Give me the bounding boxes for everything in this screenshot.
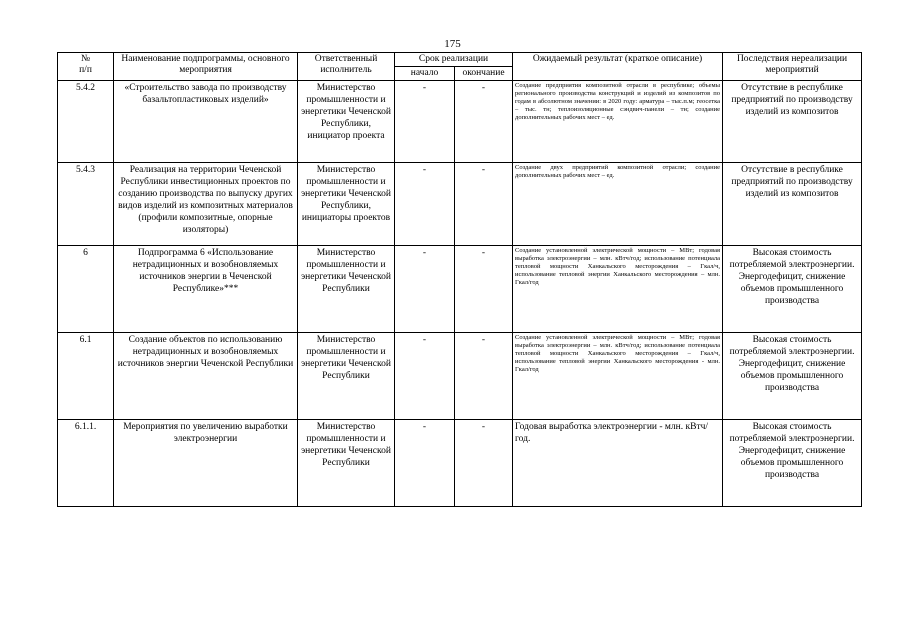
header-result: Ожидаемый результат (краткое описание) (513, 53, 723, 81)
row-consequences: Отсутствие в республике предприятий по производству изделий из композитов (723, 81, 862, 163)
table-row (58, 163, 862, 246)
program-table (57, 52, 862, 507)
row-number: 6.1.1. (58, 420, 114, 507)
row-start: - (395, 163, 455, 246)
table-row (58, 333, 862, 420)
row-start: - (395, 333, 455, 420)
row-result: Годовая выработка электроэнергии - млн. кВтч/год. (513, 420, 723, 507)
row-consequences: Отсутствие в республике предприятий по производству изделий из композитов (723, 163, 862, 246)
row-result: Создание двух предприятий композитной отрасли; создание дополнительных рабочих мест – ед. (513, 163, 723, 246)
row-name: Мероприятия по увеличению выработки электроэнергии (114, 420, 298, 507)
row-consequences: Высокая стоимость потребляемой электроэнергии. Энергодефицит, снижение объемов промышленного производства (723, 420, 862, 507)
row-start: - (395, 81, 455, 163)
row-start: - (395, 246, 455, 333)
row-responsible: Министерство промышленности и энергетики Чеченской Республики (298, 246, 395, 333)
row-number: 6.1 (58, 333, 114, 420)
row-consequences: Высокая стоимость потребляемой электроэнергии. Энергодефицит, снижение объемов промышленного производства (723, 333, 862, 420)
table-row (58, 81, 862, 163)
row-start: - (395, 420, 455, 507)
row-result: Создание установленной электрической мощности – МВт; годовая выработка электроэнергии – млн. кВтч/год; использование потенциала тепловой мощности Ханкальского месторождения – Гкал/ч, использование тепловой энергии Ханкальского месторождения - млн. Гкал/год (513, 333, 723, 420)
row-end: - (455, 420, 513, 507)
row-number: 5.4.3 (58, 163, 114, 246)
row-result: Создание предприятия композитной отрасли в республике; объемы регионального производства конструкций и изделий из композитов по годам в абсолютном значении: в 2020 году: арматура – тыс.п.м; геосетка – тыс. тн; теплоизоляционные сэндвич-панели – тн; создание дополнительных рабочих мест – ед. (513, 81, 723, 163)
row-name: Подпрограмма 6 «Использование нетрадиционных и возобновляемых источников энергии в Чеченской Республике»*** (114, 246, 298, 333)
header-end: окончание (455, 67, 513, 81)
row-end: - (455, 246, 513, 333)
row-responsible: Министерство промышленности и энергетики Чеченской Республики, инициаторы проектов (298, 163, 395, 246)
table-row (58, 420, 862, 507)
row-name: Создание объектов по использованию нетрадиционных и возобновляемых источников энергии Чеченской Республики (114, 333, 298, 420)
header-num: № п/п (58, 53, 114, 81)
row-result: Создание установленной электрической мощности – МВт; годовая выработка электроэнергии – млн. кВтч/год; использование потенциала тепловой мощности Ханкальского месторождения – Гкал/ч, использование тепловой энергии Ханкальского месторождения – млн. Гкал/год (513, 246, 723, 333)
row-consequences: Высокая стоимость потребляемой электроэнергии. Энергодефицит, снижение объемов промышленного производства (723, 246, 862, 333)
table-row (58, 246, 862, 333)
row-name: «Строительство завода по производству базальтопластиковых изделий» (114, 81, 298, 163)
row-end: - (455, 81, 513, 163)
header-consequences: Последствия нереализации мероприятий (723, 53, 862, 81)
row-responsible: Министерство промышленности и энергетики Чеченской Республики (298, 420, 395, 507)
page-number: 175 (444, 38, 461, 50)
row-end: - (455, 333, 513, 420)
row-responsible: Министерство промышленности и энергетики Чеченской Республики (298, 333, 395, 420)
row-name: Реализация на территории Чеченской Республики инвестиционных проектов по созданию производства по выпуску других видов изделий из композитных материалов (профили композитные, опорные изоляторы) (114, 163, 298, 246)
header-period: Срок реализации (395, 53, 513, 67)
header-responsible: Ответственный исполнитель (298, 53, 395, 81)
header-start: начало (395, 67, 455, 81)
row-end: - (455, 163, 513, 246)
row-number: 6 (58, 246, 114, 333)
row-number: 5.4.2 (58, 81, 114, 163)
header-name: Наименование подпрограммы, основного мероприятия (114, 53, 298, 81)
row-responsible: Министерство промышленности и энергетики Чеченской Республики, инициатор проекта (298, 81, 395, 163)
